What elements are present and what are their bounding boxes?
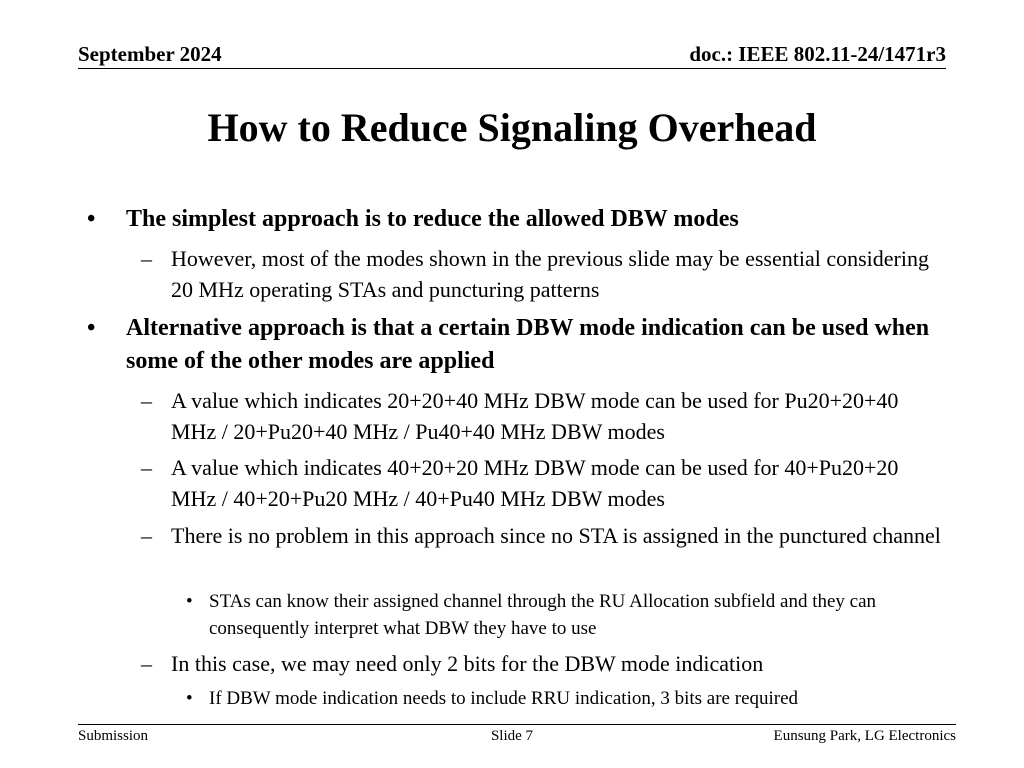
bullet-2-sub-3-detail: STAs can know their assigned channel through the RU Allocation subfield and they can consequently interpret what DBW they have to use [209, 591, 877, 639]
header-doc-id: doc.: IEEE 802.11-24/1471r3 [689, 42, 946, 66]
bullet-2-sub-3: There is no problem in this approach since no STA is assigned in the punctured channel [171, 523, 941, 548]
footer-divider [78, 724, 956, 725]
small-bullet-marker: • [186, 591, 193, 612]
bullet-2-sub-4-detail: If DBW mode indication needs to include RRU indication, 3 bits are required [209, 688, 799, 709]
bullet-1: The simplest approach is to reduce the allowed DBW modes [126, 206, 739, 232]
slide-title: How to Reduce Signaling Overhead [207, 105, 817, 150]
bullet-2-sub-2: A value which indicates 40+20+20 MHz DBW mode can be used for 40+Pu20+20 MHz / 40+20+Pu20 MHz / 40+Pu40 MHz DBW modes [171, 455, 899, 511]
footer-author: Eunsung Park, LG Electronics [773, 728, 956, 744]
footer-slide-number: Slide 7 [490, 728, 534, 744]
dash-marker: – [141, 651, 152, 676]
header-divider [78, 68, 946, 69]
bullet-2-sub-4: In this case, we may need only 2 bits for the DBW mode indication [171, 651, 764, 676]
small-bullet-marker: • [186, 688, 193, 709]
footer-submission: Submission [78, 728, 149, 744]
dash-marker: – [141, 246, 152, 271]
bullet-1-sub-1: However, most of the modes shown in the previous slide may be essential considering 20 MHz operating STAs and puncturing patterns [171, 246, 929, 302]
dash-marker: – [141, 523, 152, 548]
header-date: September 2024 [78, 42, 222, 66]
dash-marker: – [141, 388, 152, 413]
bullet-2: Alternative approach is that a certain DBW mode indication can be used when some of the other modes are applied [126, 315, 930, 374]
bullet-marker: • [87, 206, 96, 232]
bullet-marker: • [87, 315, 96, 341]
dash-marker: – [141, 455, 152, 480]
bullet-2-sub-1: A value which indicates 20+20+40 MHz DBW mode can be used for Pu20+20+40 MHz / 20+Pu20+40 MHz / Pu40+40 MHz DBW modes [171, 388, 899, 444]
